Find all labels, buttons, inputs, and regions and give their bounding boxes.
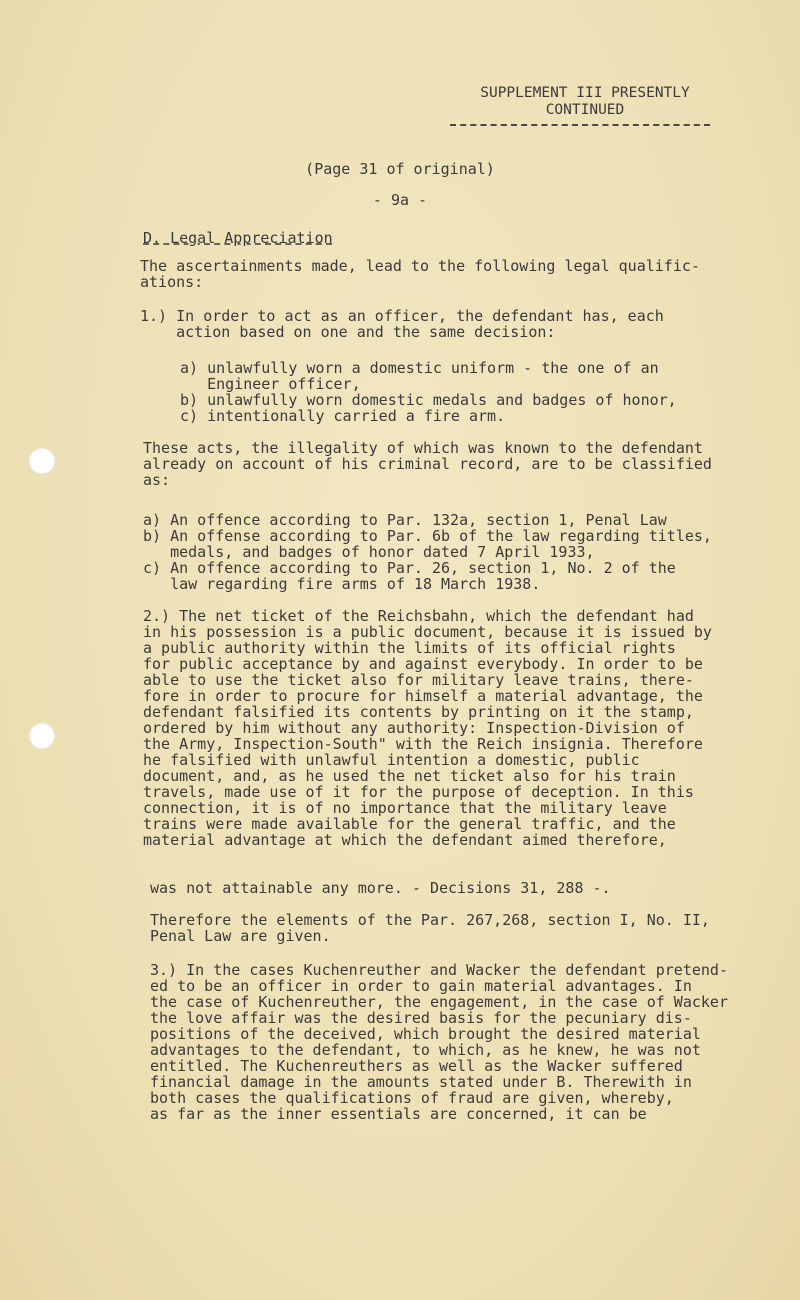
page-note: (Page 31 of original)	[305, 160, 495, 178]
point-1-text: 1.) In order to act as an officer, the defendant has, each action based on one and the same decision:	[140, 307, 664, 341]
point-1-item-b: b) unlawfully worn domestic medals and badges of honor,	[180, 391, 677, 409]
supplement-stamp	[450, 85, 720, 119]
point-2-paragraph: 2.) The net ticket of the Reichsbahn, which the defendant had in his possession is a public document, because it is issued by a public authority within the limits of its official rights for public acceptance by and against everybody. In order to be able to use the ticket also for military leave trains, there- fore in order to procure for himself a material advantage, the defendant falsified its contents by printing on it the stamp, ordered by him without any authority: Inspection-Division of the Army, Inspection-South" with the Reich insignia. Therefore he falsified with unlawful intention a domestic, public document, and, as he used the net ticket also for his train travels, made use of it for the purpose of deception. In this connection, it is of no importance that the military leave trains were made available for the general traffic, and the material advantage at which the defendant aimed therefore,	[143, 607, 712, 849]
offence-c: c) An offence according to Par. 26, section 1, No. 2 of the law regarding fire arms of 18 March 1938.	[143, 559, 676, 593]
offence-b: b) An offense according to Par. 6b of the law regarding titles, medals, and badges of honor dated 7 April 1933,	[143, 527, 712, 561]
point-3-paragraph: 3.) In the cases Kuchenreuther and Wacker the defendant pretend- ed to be an officer in order to gain material advantages. In the case of Kuchenreuther, the engagement, in the case of Wacker the love affair was the desired basis for the pecuniary dis- positions of the deceived, which brought the desired material advantages to the defendant, to which, as he knew, he was not entitled. The Kuchenreuthers as well as the Wacker suffered financial damage in the amounts stated under B. Therewith in both cases the qualifications of fraud are given, whereby, as far as the inner essentials are concerned, it can be	[150, 961, 728, 1123]
stamp-line2: CONTINUED	[545, 102, 625, 118]
acts-paragraph: These acts, the illegality of which was known to the defendant already on account of his criminal record, are to be classified as:	[143, 439, 712, 489]
punch-hole	[29, 723, 55, 749]
punch-hole	[29, 448, 55, 474]
point-2-end: was not attainable any more. - Decisions 31, 288 -.	[150, 879, 611, 897]
point-1-item-a: a) unlawfully worn a domestic uniform - the one of an Engineer officer,	[180, 359, 659, 393]
offence-a: a) An offence according to Par. 132a, section 1, Penal Law	[143, 511, 667, 529]
intro-paragraph: The ascertainments made, lead to the following legal qualific- ations:	[140, 257, 700, 291]
therefore-paragraph: Therefore the elements of the Par. 267,268, section I, No. II, Penal Law are given.	[150, 911, 710, 945]
stamp-line1: SUPPLEMENT III PRESENTLY	[480, 85, 690, 101]
page-number: - 9a -	[372, 191, 428, 209]
section-heading: D. Legal Appreciation	[143, 229, 333, 247]
point-1-item-c: c) intentionally carried a fire arm.	[180, 407, 506, 425]
stamp-divider	[450, 124, 710, 126]
